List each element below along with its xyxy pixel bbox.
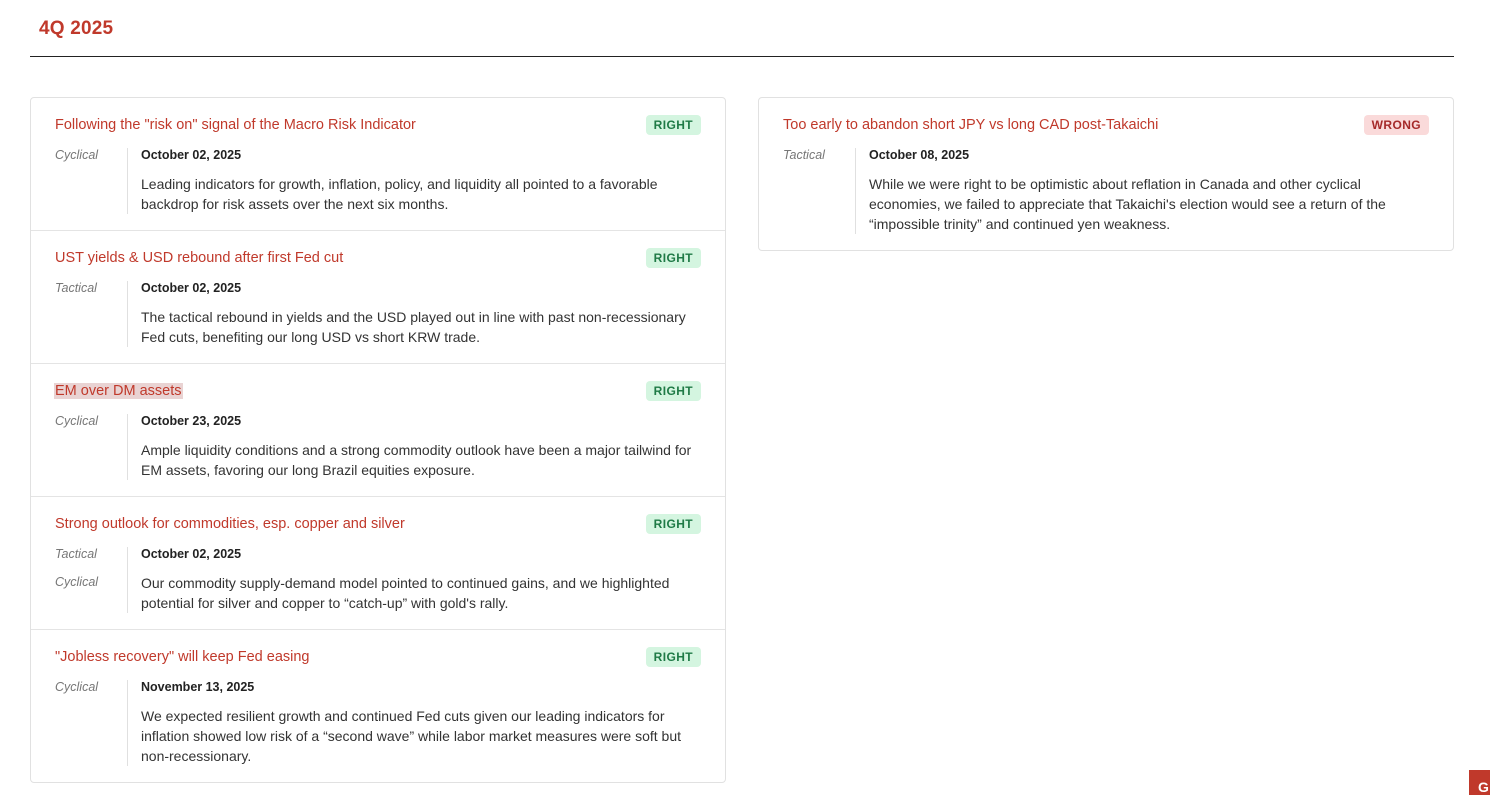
header-divider <box>30 56 1454 57</box>
call-description: Ample liquidity conditions and a strong commodity outlook have been a major tailwind for EM assets, favoring our long Brazil equities exposure. <box>141 442 692 478</box>
call-description: Leading indicators for growth, inflation, policy, and liquidity all pointed to a favorable backdrop for risk assets over the next six months. <box>141 176 658 212</box>
corner-tab-button[interactable]: G <box>1469 770 1490 795</box>
call-title[interactable]: "Jobless recovery" will keep Fed easing <box>55 649 310 665</box>
horizon-tag: Cyclical <box>55 148 99 162</box>
status-badge: RIGHT <box>646 115 701 135</box>
horizon-tag: Cyclical <box>55 680 99 694</box>
call-title[interactable]: Strong outlook for commodities, esp. copper and silver <box>55 516 405 532</box>
call-card <box>759 98 1453 250</box>
call-description: The tactical rebound in yields and the USD played out in line with past non-recessionary Fed cuts, benefiting our long USD vs short KRW trade. <box>141 309 686 345</box>
call-card <box>31 497 725 630</box>
call-description: While we were right to be optimistic about reflation in Canada and other cyclical economies, we failed to appreciate that Takaichi's election would see a return of the “impossible trinity” and continued yen weakness. <box>869 176 1386 232</box>
horizon-tag: Cyclical <box>55 575 99 589</box>
call-card <box>31 231 725 364</box>
horizon-tag: Tactical <box>783 148 825 162</box>
horizon-tag: Tactical <box>55 547 97 561</box>
page-title: 4Q 2025 <box>39 18 114 39</box>
status-badge: RIGHT <box>646 514 701 534</box>
call-date: October 23, 2025 <box>141 414 242 428</box>
left-column <box>30 97 726 783</box>
call-title[interactable]: UST yields & USD rebound after first Fed cut <box>55 250 344 266</box>
call-title[interactable]: EM over DM assets <box>55 383 182 399</box>
horizon-tag: Tactical <box>55 281 97 295</box>
call-title[interactable]: Following the "risk on" signal of the Macro Risk Indicator <box>55 117 416 133</box>
call-card <box>31 364 725 497</box>
horizon-tag: Cyclical <box>55 414 99 428</box>
status-badge: WRONG <box>1364 115 1429 135</box>
call-date: November 13, 2025 <box>141 680 255 694</box>
call-date: October 02, 2025 <box>141 281 242 295</box>
status-badge: RIGHT <box>646 248 701 268</box>
status-badge: RIGHT <box>646 647 701 667</box>
call-date: October 02, 2025 <box>141 547 242 561</box>
right-column <box>758 97 1454 251</box>
call-title[interactable]: Too early to abandon short JPY vs long CAD post-Takaichi <box>783 117 1159 133</box>
call-description: We expected resilient growth and continued Fed cuts given our leading indicators for inflation showed low risk of a “second wave” while labor market measures were soft but non-recessionary. <box>141 708 682 764</box>
call-date: October 08, 2025 <box>869 148 970 162</box>
call-description: Our commodity supply-demand model pointed to continued gains, and we highlighted potential for silver and copper to “catch-up” with gold's rally. <box>141 575 670 611</box>
status-badge: RIGHT <box>646 381 701 401</box>
call-card <box>31 98 725 231</box>
call-date: October 02, 2025 <box>141 148 242 162</box>
call-card <box>31 630 725 782</box>
